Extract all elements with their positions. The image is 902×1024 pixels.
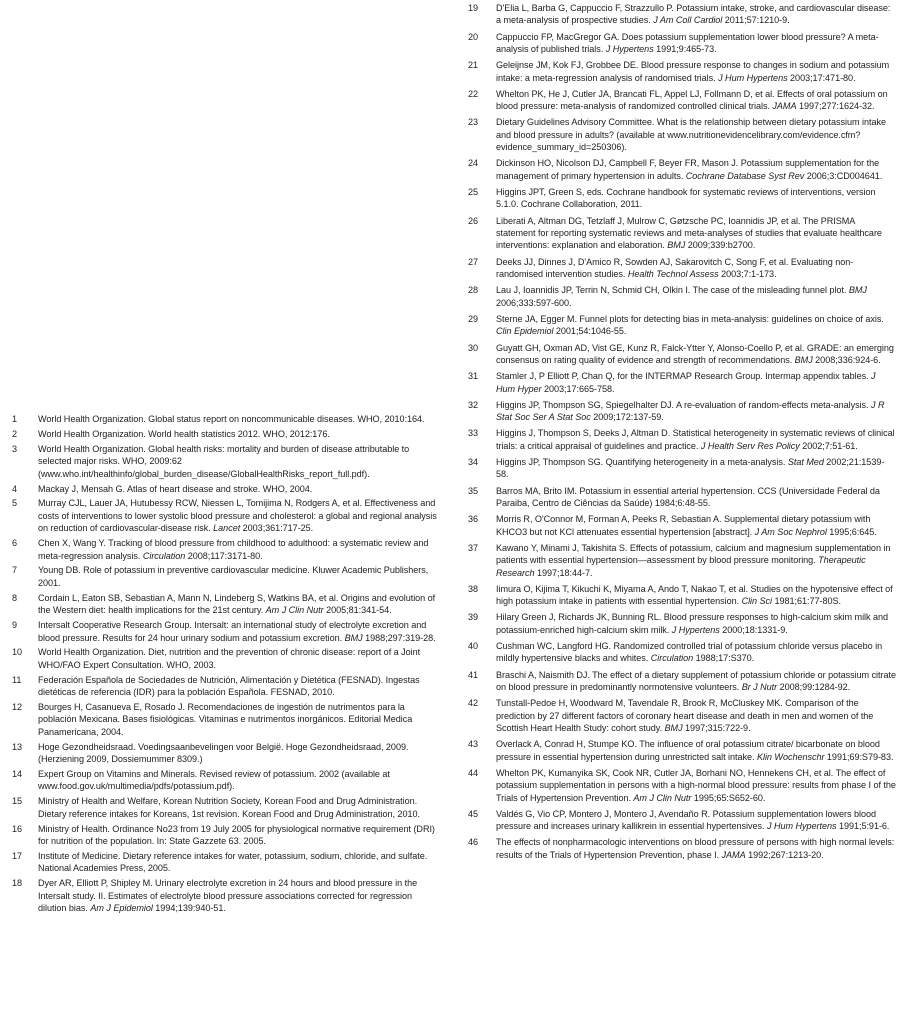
reference-journal: Therapeutic Research (496, 555, 866, 578)
reference-text (496, 456, 902, 481)
reference-text (496, 2, 902, 27)
references-column-left (0, 413, 450, 917)
reference-text (496, 697, 902, 734)
reference-citation: Institute of Medicine. Dietary reference intakes for water, potassium, sodium, chloride, and sulfate. National Academies Press, 2005. (38, 851, 428, 874)
reference-text (496, 767, 902, 804)
reference-volume: 1997;277:1624-32. (796, 101, 875, 112)
reference-citation: Murray CJL, Lauer JA, Hutubessy RCW, Niessen L, Tomijima N, Rodgers A, et al. Effectiveness and costs of interventions to lower systolic blood pressure and cholesterol: a global and regional analysis on reduction of cardiovascular-disease risk. (38, 498, 437, 534)
reference-text (496, 640, 902, 665)
reference-citation: Overlack A, Conrad H, Stumpe KO. The influence of oral potassium citrate/ bicarbonate on blood pressure in essential hypertension during unrestricted salt intake. (496, 739, 880, 762)
reference-citation: Ministry of Health. Ordinance No23 from 19 July 2005 for physiological normative requirement (DRI) for nutrition of the population. In: State Gazzete 63. 2005. (38, 823, 435, 847)
reference-volume: 2008;336:924-6. (812, 354, 881, 365)
reference-item (460, 31, 902, 56)
reference-number: 28 (468, 285, 479, 296)
reference-item (0, 564, 450, 589)
reference-citation: Sterne JA, Egger M. Funnel plots for detecting bias in meta-analysis: guidelines on choice of axis. (496, 313, 884, 324)
reference-citation: World Health Organization. Global health risks: mortality and burden of disease attributable to selected major risks. WHO, 2009:62 (www.who.int/healthinfo/global_burden_disease/GlobalHealthRisks_report_full.pdf). (38, 443, 410, 479)
reference-number: 14 (12, 769, 23, 780)
reference-journal: Clin Sci (741, 596, 772, 607)
reference-volume: 1997;315:722-9. (682, 723, 751, 734)
reference-journal: J Hum Hypertens (766, 821, 837, 832)
reference-citation: Federación Española de Sociedades de Nutrición, Alimentación y Dietética (FESNAD). Ingestas dietéticas de referencia (IDR) para la población Española. FESNAD, 2010. (38, 674, 420, 698)
reference-citation: Dickinson HO, Nicolson DJ, Campbell F, Beyer FR, Mason J. Potassium supplementation for the management of primary hypertension in adults. (496, 158, 880, 181)
reference-number: 44 (468, 767, 479, 778)
reference-text (38, 483, 450, 495)
reference-number: 12 (12, 702, 23, 713)
reference-journal: J Health Serv Res Policy (700, 440, 800, 451)
reference-item (460, 836, 902, 861)
reference-item (0, 850, 450, 875)
reference-number: 35 (468, 485, 479, 496)
reference-text (496, 808, 902, 833)
reference-item (460, 2, 902, 27)
reference-citation: D'Elia L, Barba G, Cappuccio F, Strazzullo P. Potassium intake, stroke, and cardiovascular disease: a meta-analysis of prospective studies. (496, 3, 891, 26)
reference-journal: J Hum Hyper (496, 371, 876, 394)
reference-citation: World Health Organization. Diet, nutrition and the prevention of chronic disease: report of a Joint WHO/FAO Expert Consultation. WHO, 2003. (38, 647, 421, 670)
reference-journal: BMJ (667, 240, 686, 251)
reference-item (460, 542, 902, 579)
reference-volume: 1997;18:44-7. (534, 567, 593, 578)
reference-item (460, 456, 902, 481)
reference-item (460, 88, 902, 113)
reference-citation: Dyer AR, Elliott P, Shipley M. Urinary electrolyte excretion in 24 hours and blood pressure in the Intersalt study. II. Estimates of electrolyte blood pressure associations corrected for regression dilution bias. (38, 878, 418, 914)
reference-text (496, 31, 902, 56)
reference-volume: 2002;21:1539-58. (496, 456, 885, 480)
reference-journal: BMJ (664, 723, 683, 734)
reference-journal: Health Technol Assess (627, 269, 719, 280)
reference-number: 37 (468, 542, 479, 553)
reference-item (0, 877, 450, 914)
reference-text (38, 823, 450, 848)
reference-volume: 2003;17:665-758. (541, 383, 615, 394)
reference-citation: Whelton PK, He J, Cutler JA, Brancati FL, Appel LJ, Follmann D, et al. Effects of oral potassium on blood pressure: meta-analysis of randomized controlled clinical trials. (496, 88, 888, 112)
reference-text (496, 284, 902, 309)
reference-text (38, 877, 450, 914)
reference-item (0, 428, 450, 440)
reference-text (496, 485, 902, 510)
reference-volume: 2011;57:1210-9. (722, 15, 790, 26)
reference-text (496, 513, 902, 538)
reference-item (0, 413, 450, 425)
reference-item (0, 823, 450, 848)
reference-citation: Kawano Y, Minami J, Takishita S. Effects of potassium, calcium and magnesium supplementation in patients with essential hypertension—assessment by blood pressure monitoring. (496, 542, 891, 566)
reference-text (38, 443, 450, 480)
reference-number: 30 (468, 342, 479, 353)
reference-citation: Whelton PK, Kumanyika SK, Cook NR, Cutler JA, Borhani NO, Hennekens CH, et al. The effect of potassium supplementation in persons with a high-normal blood pressure: results from phase I of the Trials of Hypertension Prevention. (496, 767, 896, 803)
reference-item (0, 701, 450, 738)
reference-number: 18 (12, 878, 23, 889)
reference-number: 36 (468, 514, 479, 525)
reference-citation: Barros MA, Brito IM. Potassium in essential arterial hypertension. CCS (Universidade Federal da Paraiba, Centro de Ciências da Saúde) 1984;6:48-55. (496, 485, 880, 508)
reference-text (496, 313, 902, 338)
reference-citation: Morris R, O'Connor M, Forman A, Peeks R, Sebastian A. Supplemental dietary potassium with KHCO3 but not KCl attenuates essential hypertension [abstract]. (496, 514, 871, 537)
reference-text (38, 428, 450, 440)
reference-number: 46 (468, 837, 479, 848)
reference-text (496, 59, 902, 84)
reference-citation: Intersalt Cooperative Research Group. Intersalt: an international study of electrolyte excretion and blood pressure. Results for 24 hour urinary sodium and potassium excretion. (38, 620, 427, 643)
reference-journal: J Hypertens (605, 44, 654, 55)
reference-journal: Lancet (213, 523, 241, 534)
reference-text (496, 669, 902, 694)
reference-citation: Braschi A, Naismith DJ. The effect of a dietary supplement of potassium chloride or potassium citrate on blood pressure in predominantly normotensive volunteers. (496, 669, 896, 693)
reference-number: 33 (468, 428, 479, 439)
reference-text (496, 836, 902, 861)
reference-citation: Stamler J, P Elliott P, Chan Q, for the INTERMAP Research Group. Intermap appendix tables. (496, 371, 872, 382)
reference-item (0, 646, 450, 671)
reference-item (460, 808, 902, 833)
reference-item (460, 342, 902, 367)
reference-citation: Hoge Gezondheidsraad. Voedingsaanbevelingen voor België. Hoge Gezondheidsraad, 2009. (Herziening 2009, Dossiemummer 8309.) (38, 741, 409, 765)
reference-item (460, 513, 902, 538)
reference-text (496, 542, 902, 579)
reference-citation: Guyatt GH, Oxman AD, Vist GE, Kunz R, Falck-Ytter Y, Alonso-Coello P, et al. GRADE: an emerging consensus on rating quality of evidence and strength of recommendations. (496, 342, 894, 365)
reference-journal: J Am Soc Nephrol (754, 526, 827, 537)
reference-citation: Valdés G, Vio CP, Montero J, Montero J, Avendaño R. Potassium supplementation lowers blood pressure and increases urinary kallikrein in essential hypertensives. (496, 808, 877, 832)
reference-number: 7 (12, 565, 18, 576)
reference-item (460, 59, 902, 84)
reference-citation: Mackay J, Mensah G. Atlas of heart disease and stroke. WHO, 2004. (38, 483, 313, 494)
reference-journal: BMJ (344, 632, 363, 643)
reference-journal: Am J Clin Nutr (265, 605, 324, 616)
reference-item (460, 697, 902, 734)
reference-citation: Higgins JP, Thompson SG, Spiegelhalter DJ. A re-evaluation of random-effects meta-analysis. (496, 399, 872, 410)
reference-journal: Cochrane Database Syst Rev (685, 170, 805, 181)
reference-volume: 1992;267:1213-20. (745, 849, 824, 860)
reference-number: 25 (468, 187, 479, 198)
reference-citation: Ministry of Health and Welfare, Korean Nutrition Society, Korean Food and Drug Administration. Dietary reference intakes for Koreans, 1st revision. Korean Food and Drug Administration, 2010. (38, 796, 420, 819)
reference-volume: 2001;54:1046-55. (553, 326, 627, 337)
reference-item (460, 640, 902, 665)
reference-item (460, 256, 902, 281)
reference-text (496, 342, 902, 367)
reference-citation: Liberati A, Altman DG, Tetzlaff J, Mulrow C, Gøtzsche PC, Ioannidis JP, et al. The PRISMA statement for reporting systematic reviews and meta-analyses of studies that evaluate healthcare interventions: explanation and elaboration. (496, 215, 882, 251)
reference-volume: 1991;5:91-6. (836, 821, 890, 832)
reference-number: 38 (468, 583, 479, 594)
reference-number: 9 (12, 620, 18, 631)
reference-text (496, 88, 902, 113)
reference-item (0, 483, 450, 495)
reference-volume: 2006;333:597-600. (496, 297, 572, 308)
reference-volume: 1988;17:S370. (693, 653, 755, 664)
reference-item (0, 497, 450, 534)
reference-text (496, 399, 902, 424)
reference-number: 3 (12, 443, 18, 454)
reference-citation: Iimura O, Kijima T, Kikuchi K, Miyama A, Ando T, Nakao T, et al. Studies on the hypotensive effect of high potassium intake in patients with essential hypertension. (496, 583, 893, 607)
reference-volume: 1991;9:465-73. (653, 44, 717, 55)
reference-text (496, 157, 902, 182)
reference-item (460, 157, 902, 182)
reference-number: 4 (12, 483, 18, 494)
reference-item (0, 768, 450, 793)
reference-citation: Dietary Guidelines Advisory Committee. What is the relationship between dietary potassium intake and blood pressure in adults? (available at www.nutritionevidencelibrary.com/evidence.cfm?evidence_summary_id=250306). (496, 117, 886, 153)
reference-journal: Br J Nutr (741, 682, 778, 693)
reference-citation: Geleijnse JM, Kok FJ, Grobbee DE. Blood pressure response to changes in sodium and potassium intake: a meta-regression analysis of randomised trials. (496, 60, 890, 83)
reference-number: 20 (468, 31, 479, 42)
reference-journal: BMJ (794, 354, 813, 365)
reference-text (38, 701, 450, 738)
reference-item (0, 741, 450, 766)
reference-journal: J Hypertens (671, 624, 720, 635)
reference-volume: 2008;99:1284-92. (777, 682, 851, 693)
reference-text (38, 646, 450, 671)
reference-number: 5 (12, 498, 18, 509)
reference-citation: Cappuccio FP, MacGregor GA. Does potassium supplementation lower blood pressure? A meta-analysis of published trials. (496, 31, 879, 55)
reference-citation: Tunstall-Pedoe H, Woodward M, Tavendale R, Brook R, McCluskey MK. Comparison of the prediction by 27 different factors of coronary heart disease and death in men and women of the Scottish Heart Health Study: cohort study. (496, 698, 874, 734)
reference-item (460, 116, 902, 153)
reference-citation: Lau J, Ioannidis JP, Terrin N, Schmid CH, Olkin I. The case of the misleading funnel plot. (496, 285, 849, 296)
reference-citation: Expert Group on Vitamins and Minerals. Revised review of potassium. 2002 (available at www.food.gov.uk/multimedia/pdfs/potassium.pdf). (38, 769, 390, 792)
reference-text (496, 370, 902, 395)
reference-text (496, 116, 902, 153)
reference-volume: 2003;7:1-173. (718, 269, 777, 280)
reference-number: 42 (468, 698, 479, 709)
reference-journal: BMJ (848, 285, 867, 296)
reference-volume: 2008;117:3171-80. (185, 550, 263, 561)
reference-number: 31 (468, 371, 479, 382)
reference-number: 23 (468, 117, 479, 128)
reference-volume: 2000;18:1331-9. (719, 624, 788, 635)
reference-citation: Cordain L, Eaton SB, Sebastian A, Mann N, Lindeberg S, Watkins BA, et al. Origins and evolution of the Western diet: health implications for the 21st century. (38, 592, 436, 616)
reference-item (0, 592, 450, 617)
reference-number: 29 (468, 313, 479, 324)
reference-text (496, 583, 902, 608)
references-column-right (460, 2, 902, 865)
reference-number: 43 (468, 739, 479, 750)
reference-journal: J R Stat Soc Ser A Stat Soc (496, 399, 885, 423)
reference-number: 45 (468, 808, 479, 819)
reference-citation: Deeks JJ, Dinnes J, D'Amico R, Sowden AJ, Sakarovitch C, Song F, et al. Evaluating non-randomised intervention studies. (496, 256, 854, 280)
reference-journal: J Am Coll Cardiol (653, 15, 723, 26)
reference-number: 11 (12, 674, 22, 685)
reference-volume: 2002;7:51-61. (799, 440, 858, 451)
reference-journal: Stat Med (787, 456, 824, 467)
reference-text (38, 619, 450, 644)
reference-item (460, 583, 902, 608)
reference-number: 22 (468, 88, 479, 99)
reference-item (460, 485, 902, 510)
reference-item (460, 427, 902, 452)
reference-journal: JAMA (772, 101, 797, 112)
reference-number: 24 (468, 158, 479, 169)
reference-journal: JAMA (721, 849, 746, 860)
reference-citation: Higgins JPT, Green S, eds. Cochrane handbook for systematic reviews of interventions, version 5.1.0. Cochrane Collaboration, 2011. (496, 187, 876, 210)
reference-text (496, 186, 902, 211)
reference-citation: Hilary Green J, Richards JK, Bunning RL. Blood pressure responses to high-calcium skim milk and potassium-enriched high-calcium skim milk. (496, 612, 889, 635)
reference-item (460, 284, 902, 309)
reference-number: 17 (12, 851, 23, 861)
reference-number: 15 (12, 796, 23, 807)
reference-citation: Bourges H, Casanueva E, Rosado J. Recomendaciones de ingestión de nutrimentos para la población Mexicana. Bases fisiológicas. Vitaminas e nutrimentos inorgánicos. Editorial Medica Panamericana, 2004. (38, 702, 413, 737)
reference-text (496, 256, 902, 281)
reference-number: 21 (468, 60, 479, 71)
reference-text (38, 795, 450, 820)
reference-item (460, 738, 902, 763)
reference-citation: Chen X, Wang Y. Tracking of blood pressure from childhood to adulthood: a systematic review and meta-regression analysis. (38, 538, 429, 561)
reference-number: 16 (12, 823, 23, 834)
reference-text (38, 850, 450, 875)
reference-journal: Am J Epidemiol (90, 903, 153, 914)
reference-text (38, 592, 450, 617)
reference-number: 8 (12, 592, 18, 603)
reference-item (460, 611, 902, 636)
reference-journal: Am J Clin Nutr (633, 792, 692, 803)
reference-number: 6 (12, 538, 18, 549)
reference-number: 1 (12, 414, 18, 424)
reference-item (0, 795, 450, 820)
reference-item (460, 313, 902, 338)
reference-item (460, 186, 902, 211)
reference-volume: 1991;69:S79-83. (824, 751, 894, 762)
reference-citation: Higgins J, Thompson S, Deeks J, Altman D. Statistical heterogeneity in systematic reviews of clinical trials: a critical appraisal of guidelines and practice. (496, 428, 895, 451)
reference-text (496, 215, 902, 252)
reference-item (0, 619, 450, 644)
reference-volume: 2003;361:717-25. (240, 523, 314, 534)
reference-item (0, 443, 450, 480)
reference-journal: Circulation (650, 653, 694, 664)
reference-volume: 1994;139:940-51. (152, 903, 226, 914)
reference-text (38, 741, 450, 766)
reference-item (460, 767, 902, 804)
reference-number: 13 (12, 741, 23, 752)
reference-text (496, 427, 902, 452)
reference-item (460, 370, 902, 395)
reference-number: 41 (468, 669, 479, 680)
reference-volume: 1995;65:S652-60. (691, 792, 766, 803)
reference-item (0, 537, 450, 562)
reference-volume: 2005;81:341-54. (323, 605, 392, 616)
reference-number: 19 (468, 3, 479, 13)
reference-volume: 2009;339:b2700. (685, 240, 756, 251)
reference-number: 26 (468, 215, 479, 226)
reference-volume: 1981;61:77-80S. (772, 596, 841, 607)
reference-text (38, 413, 450, 425)
reference-volume: 1988;297:319-28. (362, 632, 436, 643)
reference-item (460, 215, 902, 252)
reference-text (38, 537, 450, 562)
reference-item (0, 674, 450, 699)
reference-number: 27 (468, 256, 479, 267)
reference-citation: World Health Organization. Global status report on noncommunicable diseases. WHO, 2010:164. (38, 414, 425, 424)
reference-journal: Circulation (142, 550, 186, 561)
reference-volume: 1995;6:645. (826, 526, 877, 537)
reference-number: 2 (12, 428, 18, 439)
reference-number: 40 (468, 641, 479, 652)
reference-volume: 2006;3:CD004641. (804, 170, 883, 181)
reference-journal: J Hum Hypertens (718, 72, 788, 83)
reference-text (38, 497, 450, 534)
reference-citation: World Health Organization. World health statistics 2012. WHO, 2012:176. (38, 428, 330, 439)
reference-volume: 2003;17:471-80. (787, 72, 856, 83)
reference-text (38, 674, 450, 699)
reference-number: 34 (468, 456, 479, 467)
reference-text (496, 738, 902, 763)
reference-journal: Clin Epidemiol (496, 326, 554, 337)
reference-text (38, 768, 450, 793)
reference-citation: Young DB. Role of potassium in preventive cardiovascular medicine. Kluwer Academic Publishers, 2001. (38, 565, 429, 588)
reference-journal: Klin Wochenschr (756, 751, 825, 762)
reference-item (460, 669, 902, 694)
reference-item (460, 399, 902, 424)
reference-citation: Cushman WC, Langford HG. Randomized controlled trial of potassium chloride versus placebo in mildly hypertensive blacks and whites. (496, 641, 883, 664)
reference-text (496, 611, 902, 636)
reference-number: 10 (12, 647, 23, 658)
reference-citation: Higgins JP, Thompson SG. Quantifying heterogeneity in a meta-analysis. (496, 456, 788, 467)
reference-volume: 2009;172:137-59. (590, 412, 664, 423)
reference-number: 32 (468, 399, 479, 410)
reference-text (38, 564, 450, 589)
reference-number: 39 (468, 612, 479, 623)
reference-citation: The effects of nonpharmacologic interventions on blood pressure of persons with high normal levels: results of the Trials of Hypertension Prevention, phase I. (496, 837, 895, 860)
